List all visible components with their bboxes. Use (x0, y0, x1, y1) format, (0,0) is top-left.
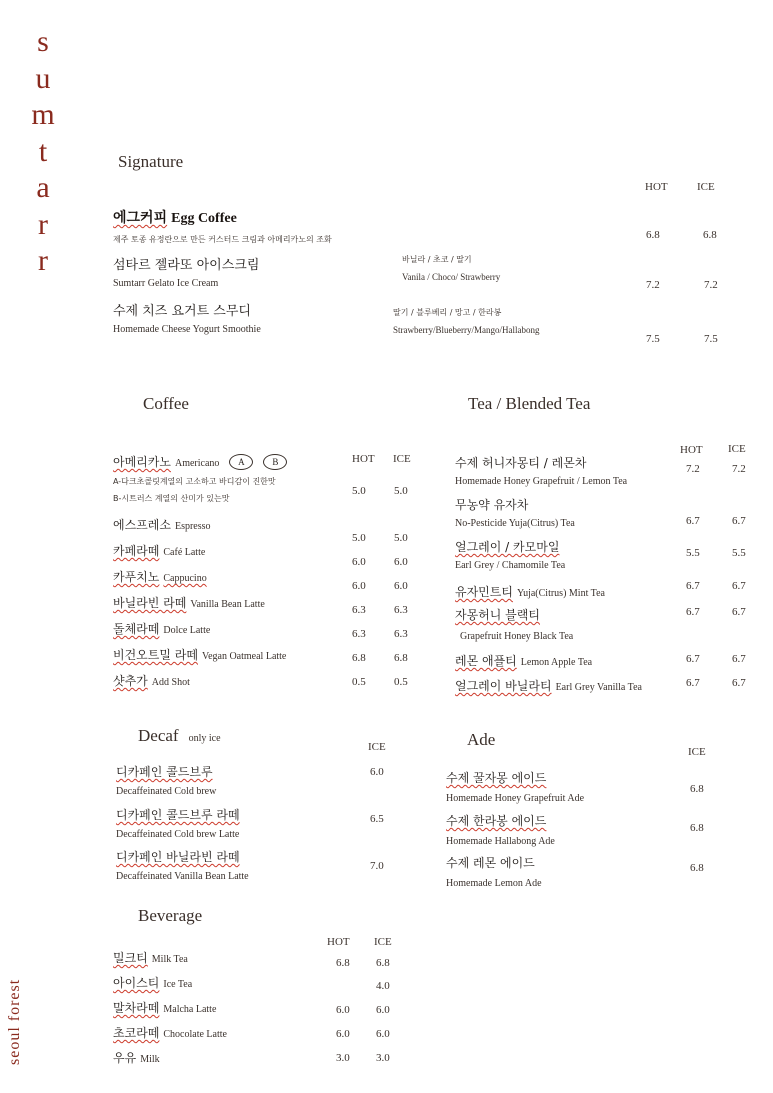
price-ice: 7.5 (704, 333, 718, 345)
price-ice: 6.3 (394, 628, 408, 640)
price-hot: 6.7 (686, 677, 700, 689)
brand-letter: s (37, 25, 49, 58)
item-name-kr: 카페라떼 (113, 544, 160, 558)
price-ice: 6.0 (376, 1004, 390, 1016)
section-title-tea: Tea / Blended Tea (468, 394, 591, 413)
menu-item-espresso (113, 516, 211, 534)
item-name-kr: 바닐라빈 라떼 (113, 596, 187, 610)
menu-item-yuja-mint-tea (455, 583, 605, 601)
item-name-en: Yuja(Citrus) Mint Tea (516, 588, 605, 599)
header-ice: ICE (728, 443, 746, 455)
item-name-kr: 레몬 애플티 (455, 654, 517, 668)
item-options-kr: 딸기 / 블루베리 / 망고 / 한라봉 (393, 308, 502, 317)
price-ice: 7.2 (704, 279, 718, 291)
item-name-en: Café Latte (163, 547, 206, 558)
item-name-kr: 에그커피 (113, 210, 168, 226)
item-name-en: Dolce Latte (163, 625, 211, 636)
item-name-en: Chocolate Latte (163, 1029, 227, 1040)
price-ice: 6.8 (394, 652, 408, 664)
price-hot: 6.0 (336, 1004, 350, 1016)
price-hot: 6.7 (686, 653, 700, 665)
menu-item-egg-coffee (113, 207, 237, 227)
price-ice: 6.0 (376, 1028, 390, 1040)
menu-item-yuja-tea: 무농약 유자차 (455, 498, 529, 512)
bean-b-description: B-시트러스 계열의 산미가 있는맛 (113, 494, 230, 503)
price-ice: 4.0 (376, 980, 390, 992)
price-hot: 5.0 (352, 485, 366, 497)
header-ice: ICE (688, 746, 706, 758)
item-name-en: Espresso (174, 521, 211, 532)
item-name-en: Malcha Latte (163, 1004, 217, 1015)
section-title-coffee: Coffee (143, 394, 189, 413)
brand-letter: r (38, 244, 48, 277)
item-name-en: Milk (140, 1054, 160, 1065)
item-name-en: Earl Grey / Chamomile Tea (455, 560, 566, 571)
item-name-kr: 말차라떼 (113, 1001, 160, 1015)
price-hot: 7.5 (646, 333, 660, 345)
price-ice: 6.0 (370, 766, 384, 778)
price-hot: 6.8 (352, 652, 366, 664)
section-title: Decaf (138, 726, 179, 745)
price-ice: 7.2 (732, 463, 746, 475)
item-options-kr: 바닐라 / 초코 / 딸기 (402, 255, 472, 264)
item-name-en: Sumtarr Gelato Ice Cream (113, 278, 219, 289)
header-ice: ICE (368, 741, 386, 753)
price-hot: 6.7 (686, 606, 700, 618)
section-title-decaf (138, 726, 221, 746)
brand-letter: t (38, 134, 48, 168)
price-ice: 6.8 (690, 822, 704, 834)
brand-letter: u (35, 61, 51, 95)
price-ice: 5.0 (394, 532, 408, 544)
brand-logo (30, 24, 56, 280)
header-hot: HOT (352, 453, 375, 465)
menu-item-decaf-vanilla-bean-latte: 디카페인 바닐라빈 라떼 (116, 850, 240, 864)
item-description: 제주 토종 유정란으로 만든 커스터드 크림과 아메리카노의 조화 (113, 235, 332, 244)
brand-letter: a (36, 171, 50, 204)
menu-item-smoothie: 수제 치즈 요거트 스무디 (113, 304, 251, 319)
item-name-kr: 얼그레이 바닐라티 (455, 679, 552, 693)
price-ice: 3.0 (376, 1052, 390, 1064)
price-ice: 6.5 (370, 813, 384, 825)
item-name-en: Milk Tea (151, 954, 188, 965)
price-ice: 7.0 (370, 860, 384, 872)
item-name-en: Homemade Lemon Ade (446, 878, 542, 889)
menu-item-lemon-ade: 수제 레몬 에이드 (446, 856, 535, 870)
item-name-kr: 우유 (113, 1051, 137, 1065)
header-ice: ICE (697, 181, 715, 193)
price-hot: 3.0 (336, 1052, 350, 1064)
item-name-en: Cappucino (163, 573, 207, 584)
item-name-kr: 카푸치노 (113, 570, 160, 584)
menu-item-chocolate-latte (113, 1024, 227, 1042)
item-name-en: Add Shot (151, 677, 190, 688)
bean-b-badge: B (263, 454, 287, 470)
price-ice: 6.3 (394, 604, 408, 616)
price-ice: 6.7 (732, 677, 746, 689)
item-name-en: Homemade Hallabong Ade (446, 836, 555, 847)
menu-item-vegan-oatmeal-latte (113, 646, 286, 664)
menu-item-cafe-latte (113, 542, 205, 560)
header-hot: HOT (680, 444, 703, 456)
price-hot: 7.2 (646, 279, 660, 291)
section-note: only ice (188, 733, 221, 744)
item-name-kr: 에스프레소 (113, 518, 171, 532)
price-hot: 6.7 (686, 580, 700, 592)
item-name-kr: 초코라떼 (113, 1026, 160, 1040)
item-name-en: Earl Grey Vanilla Tea (555, 682, 642, 693)
section-title-ade: Ade (467, 730, 496, 749)
brand-letter: m (31, 98, 55, 131)
price-hot: 6.8 (336, 957, 350, 969)
item-name-en: Vegan Oatmeal Latte (201, 651, 287, 662)
menu-item-gelato: 섬타르 젤라또 아이스크림 (113, 258, 260, 273)
section-title-signature: Signature (118, 152, 184, 171)
price-ice: 5.5 (732, 547, 746, 559)
item-name-kr: 아이스티 (113, 976, 160, 990)
bean-a-badge: A (229, 454, 253, 470)
menu-item-decaf-cold-brew-latte: 디카페인 콜드브루 라떼 (116, 808, 240, 822)
price-hot: 6.3 (352, 628, 366, 640)
price-hot: 5.5 (686, 547, 700, 559)
item-name-en: Vanilla Bean Latte (190, 599, 265, 610)
item-name-en: Grapefruit Honey Black Tea (460, 631, 574, 642)
item-name-kr: 돌체라떼 (113, 622, 160, 636)
header-ice: ICE (393, 453, 411, 465)
price-ice: 6.8 (703, 229, 717, 241)
price-ice: 6.8 (376, 957, 390, 969)
price-hot: 6.8 (646, 229, 660, 241)
price-ice: 6.7 (732, 653, 746, 665)
price-ice: 6.7 (732, 515, 746, 527)
menu-item-decaf-cold-brew: 디카페인 콜드브루 (116, 765, 213, 779)
price-ice: 0.5 (394, 676, 408, 688)
item-name-en: Americano (174, 458, 220, 469)
price-hot: 0.5 (352, 676, 366, 688)
menu-item-malcha-latte (113, 999, 216, 1017)
price-hot: 6.3 (352, 604, 366, 616)
item-name-en: Egg Coffee (171, 211, 237, 226)
item-name-en: Decaffeinated Cold brew Latte (116, 829, 240, 840)
item-options-en: Strawberry/Blueberry/Mango/Hallabong (393, 325, 540, 335)
item-name-kr: 아메리카노 (113, 455, 171, 469)
price-ice: 6.8 (690, 862, 704, 874)
item-name-en: No-Pesticide Yuja(Citrus) Tea (455, 518, 575, 529)
price-ice: 6.0 (394, 556, 408, 568)
price-ice: 6.8 (690, 783, 704, 795)
menu-item-grapefruit-honey-black-tea: 자몽허니 블랙티 (455, 608, 540, 622)
item-name-kr: 밀크티 (113, 951, 148, 965)
price-hot: 7.2 (686, 463, 700, 475)
item-name-kr: 유자민트티 (455, 585, 513, 599)
price-ice: 6.7 (732, 606, 746, 618)
item-name-en: Homemade Honey Grapefruit / Lemon Tea (455, 476, 628, 487)
menu-item-ice-tea (113, 974, 192, 992)
menu-item-milk (113, 1049, 160, 1067)
price-hot: 5.0 (352, 532, 366, 544)
menu-item-honey-grapefruit-ade: 수제 꿀자몽 에이드 (446, 771, 547, 785)
menu-item-americano (113, 453, 287, 471)
bean-a-description: A-다크초콜릿계열의 고소하고 바디감이 진한맛 (113, 477, 276, 486)
price-hot: 6.0 (336, 1028, 350, 1040)
item-name-en: Decaffeinated Vanilla Bean Latte (116, 871, 249, 882)
price-ice: 6.0 (394, 580, 408, 592)
item-name-en: Decaffeinated Cold brew (116, 786, 217, 797)
menu-item-vanilla-bean-latte (113, 594, 265, 612)
price-hot: 6.0 (352, 556, 366, 568)
price-hot: 6.7 (686, 515, 700, 527)
item-name-kr: 샷추가 (113, 674, 148, 688)
price-ice: 6.7 (732, 580, 746, 592)
item-options-en: Vanila / Choco/ Strawberry (402, 272, 501, 282)
menu-item-hallabong-ade: 수제 한라봉 에이드 (446, 814, 547, 828)
header-hot: HOT (327, 936, 350, 948)
menu-item-lemon-apple-tea (455, 652, 592, 670)
brand-letter: r (38, 207, 48, 241)
section-title-beverage: Beverage (138, 906, 203, 925)
menu-item-dolce-latte (113, 620, 210, 638)
price-hot: 6.0 (352, 580, 366, 592)
item-name-kr: 비건오트밀 라떼 (113, 648, 198, 662)
item-name-en: Homemade Cheese Yogurt Smoothie (113, 324, 261, 335)
menu-item-honey-grapefruit-tea: 수제 허니자몽티 / 레몬차 (455, 456, 587, 470)
menu-item-add-shot (113, 672, 190, 690)
location-label: seoul forest (6, 978, 23, 1065)
item-name-en: Homemade Honey Grapefruit Ade (446, 793, 585, 804)
menu-item-earl-grey-vanilla-tea (455, 677, 642, 695)
price-ice: 5.0 (394, 485, 408, 497)
header-hot: HOT (645, 181, 668, 193)
menu-item-earl-grey-chamomile: 얼그레이 / 카모마일 (455, 540, 560, 554)
item-name-en: Lemon Apple Tea (520, 657, 593, 668)
menu-item-cappucino (113, 568, 207, 586)
item-name-en: Ice Tea (163, 979, 193, 990)
menu-item-milk-tea (113, 949, 188, 967)
header-ice: ICE (374, 936, 392, 948)
